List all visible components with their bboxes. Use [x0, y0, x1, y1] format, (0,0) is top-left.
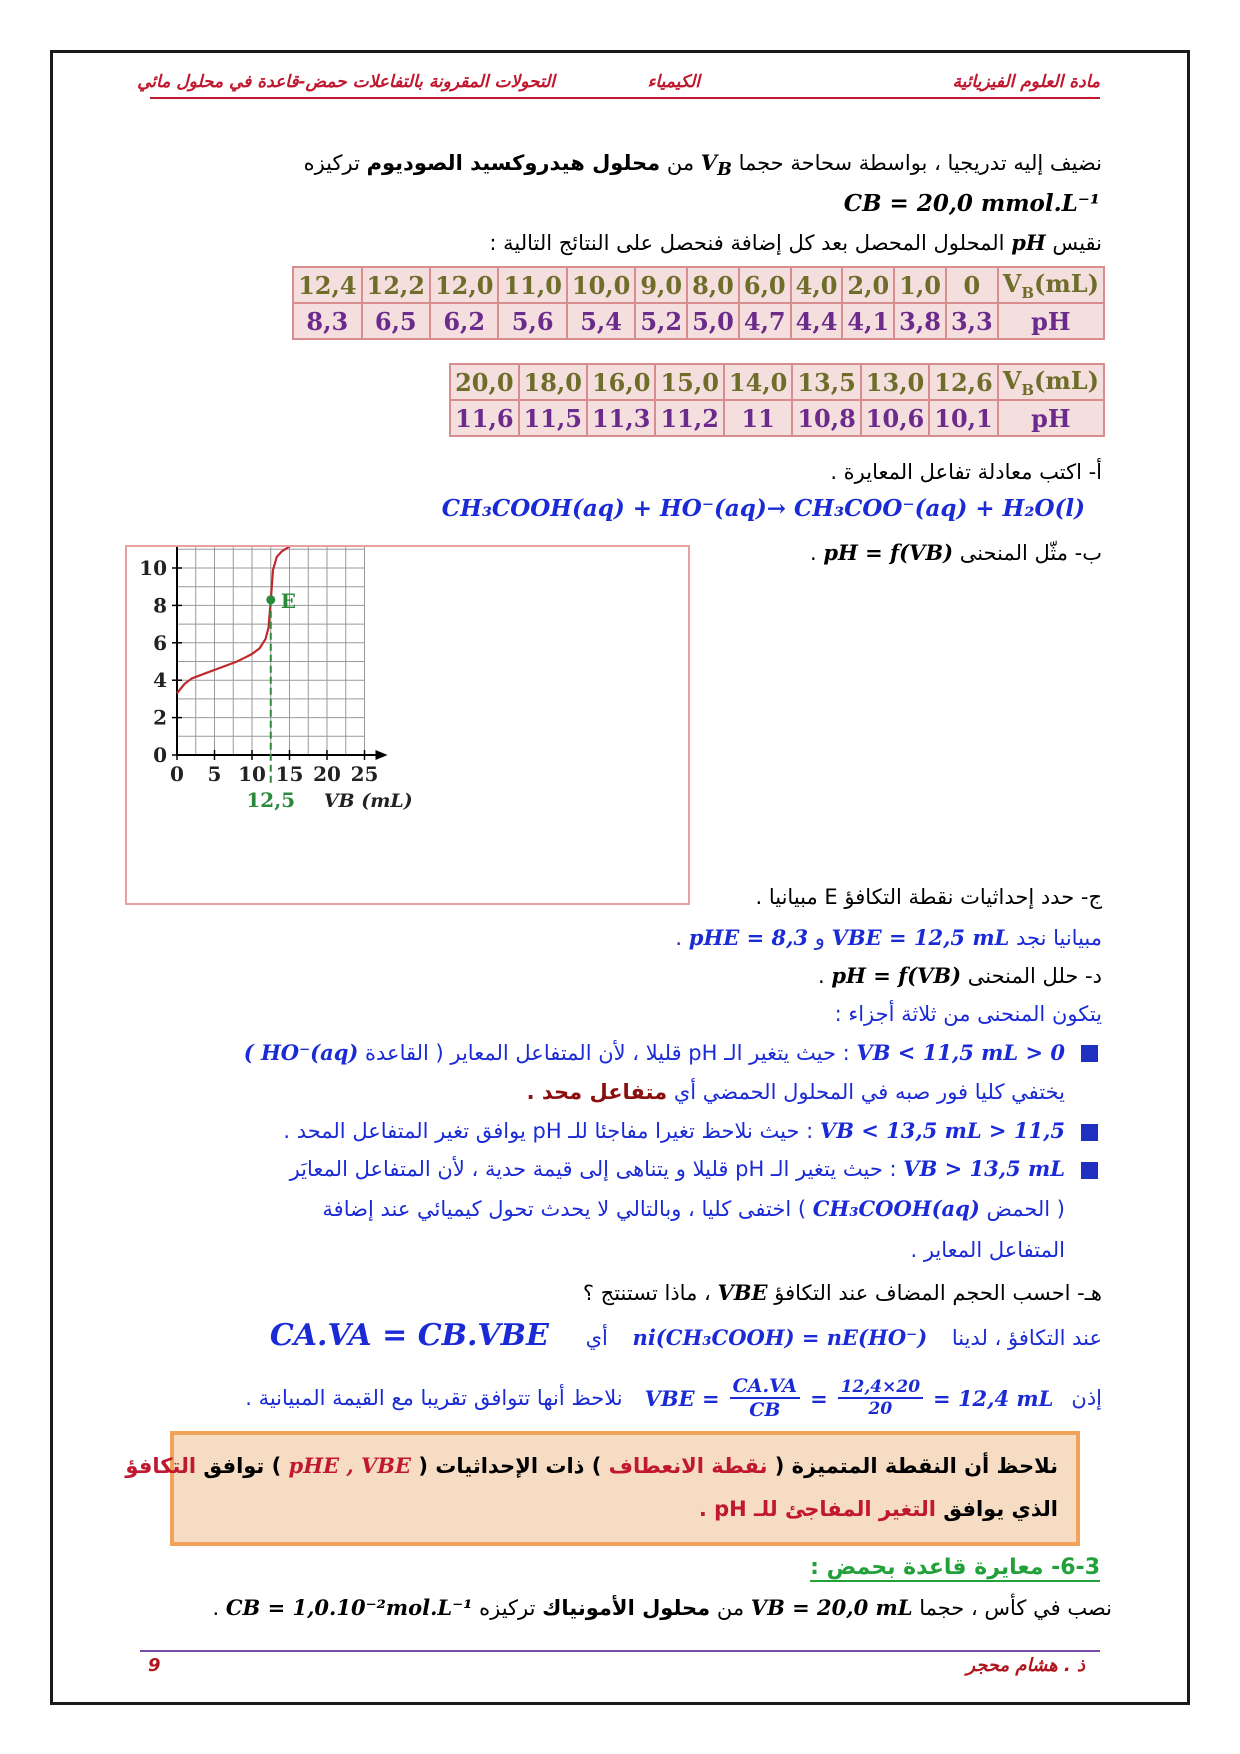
question-b: ب- مثّل المنحنى pH = f(VB) .	[809, 540, 1102, 565]
answer-text: نلاحظ أنها تتوافق تقريبا مع القيمة المبيانية .	[245, 1386, 623, 1410]
table-cell: 9,0	[635, 267, 687, 303]
section-text: نصب في كأس ، حجما	[919, 1596, 1112, 1620]
x-tick-label: 15	[275, 762, 304, 786]
table-cell: 3,3	[946, 303, 998, 339]
answer-phe: pHE = 8,3	[688, 925, 809, 950]
table-cell: 12,6	[929, 364, 997, 400]
fraction-denominator: 20	[868, 1399, 893, 1419]
equivalence-label: E	[280, 588, 296, 613]
footer-author: ذ . هشام محجر	[966, 1655, 1085, 1676]
table-row-ph	[293, 303, 1104, 339]
answer-e-line-2	[245, 1368, 1102, 1428]
intro-text: نقيس	[1052, 231, 1102, 255]
equivalence-coords: pHE , VBE	[288, 1453, 412, 1478]
section-text: تركيزه	[479, 1596, 536, 1620]
part-3-text: : حيث يتغير الـ pH قليلا و يتناهى إلى قيمة حدية ، لأن المتفاعل المعايَر	[289, 1157, 897, 1181]
answer-text: إذن	[1071, 1386, 1102, 1410]
question-math: pH = f(VB)	[831, 963, 962, 988]
part-3-range: VB > 13,5 mL	[903, 1156, 1065, 1181]
table-cell: 11,5	[519, 400, 587, 436]
table-cell: 6,5	[362, 303, 430, 339]
results-table-1	[292, 266, 1105, 340]
y-tick-label: 6	[153, 630, 167, 655]
part-2-range: 11,5 < VB < 13,5 mL	[819, 1118, 1065, 1143]
table-cell: 11,2	[655, 400, 723, 436]
question-d: د- حلل المنحنى pH = f(VB) .	[818, 963, 1102, 988]
x-tick-label: 10	[238, 762, 266, 786]
equivalence-relation: ni(CH₃COOH) = nE(HO⁻)	[632, 1325, 928, 1350]
bullet-icon	[1081, 1124, 1098, 1141]
table-cell: 4,4	[791, 303, 843, 339]
question-var: VBE	[717, 1280, 768, 1305]
table-cell: 18,0	[519, 364, 587, 400]
table-cell: 5,4	[567, 303, 635, 339]
conclusion-text: نلاحظ أن النقطة المتميزة (	[774, 1454, 1058, 1478]
table-cell: 11,3	[587, 400, 655, 436]
intro-line-1	[304, 150, 1102, 180]
table-cell: 4,1	[842, 303, 894, 339]
section-text: من	[716, 1596, 745, 1620]
part-1	[244, 1040, 1065, 1065]
table-cell: 8,3	[293, 303, 361, 339]
table-cell: 12,4	[293, 267, 361, 303]
table-cell: 13,0	[861, 364, 929, 400]
table-cell: 11,0	[498, 267, 566, 303]
table-header-vb: $V_B(mL)$	[998, 364, 1104, 400]
conclusion-box	[125, 1431, 1080, 1546]
section-line: نصب في كأس ، حجما VB = 20,0 mL من محلول الأمونياك تركيزه CB = 1,0.10⁻²mol.L⁻¹ .	[212, 1595, 1112, 1620]
part-2	[283, 1118, 1065, 1143]
answer-text: مبيانيا نجد	[1016, 926, 1102, 950]
equivalence-word: التكافؤ	[125, 1454, 197, 1478]
x-axis-arrow	[376, 750, 388, 760]
footer-divider	[140, 1650, 1100, 1652]
part-1-text: : حيث يتغير الـ pH قليلا ، لأن المتفاعل المعاير ( القاعدة	[365, 1041, 850, 1065]
question-text: د- حلل المنحنى	[967, 964, 1102, 988]
curve-parts-intro: يتكون المنحنى من ثلاثة أجزاء :	[834, 1002, 1102, 1026]
table-cell: 12,2	[362, 267, 430, 303]
table-cell: 11,6	[450, 400, 518, 436]
table-cell: 15,0	[655, 364, 723, 400]
conclusion-line-1	[125, 1453, 1058, 1478]
y-tick-label: 8	[153, 593, 167, 618]
table-cell: 0	[946, 267, 998, 303]
fraction-numerator: CA.VA	[730, 1375, 801, 1399]
section-bold: محلول الأمونياك	[542, 1596, 711, 1620]
answer-text: عند التكافؤ ، لدينا	[951, 1326, 1102, 1350]
intro-concentration: CB = 20,0 mmol.L⁻¹	[843, 190, 1100, 217]
table-cell: 8,0	[687, 267, 739, 303]
sudden-change: التغير المفاجئ	[784, 1497, 936, 1521]
conclusion-text: للـ pH .	[698, 1497, 778, 1521]
table-cell: 10,6	[861, 400, 929, 436]
table-row-vb	[450, 364, 1104, 400]
y-tick-label: 4	[153, 668, 167, 693]
x-tick-label: 5	[207, 762, 222, 786]
part-1-text: يختفي كليا فور صبه في المحلول الحمضي أي	[673, 1080, 1065, 1104]
var-vb: $V_B$	[700, 150, 732, 181]
header-topic: التحولات المقرونة بالتفاعلات حمض-قاعدة في محلول مائي	[137, 72, 555, 92]
header-branch: الكيمياء	[647, 72, 700, 92]
section-volume: VB = 20,0 mL	[750, 1595, 913, 1620]
x-tick-label: 20	[313, 762, 341, 786]
conclusion-text: ) توافق	[203, 1454, 282, 1478]
fraction-numerator: 12,4×20	[838, 1377, 923, 1399]
table-cell: 14,0	[724, 364, 792, 400]
table-cell: 10,1	[929, 400, 997, 436]
table-cell: 2,0	[842, 267, 894, 303]
equivalence-formula: CA.VA = CB.VBE	[269, 1318, 549, 1353]
x-axis-label: VB (mL)	[323, 790, 413, 812]
titration-chart-frame	[125, 545, 690, 905]
part-3-text: ) اختفى كليا ، وبالتالي لا يحدث تحول كيميائي عند إضافة	[322, 1197, 807, 1221]
part-3-line-3: المتفاعل المعاير .	[910, 1238, 1065, 1262]
part-1-line-2	[527, 1080, 1065, 1104]
question-c: ج- حدد إحداثيات نقطة التكافؤ E مبيانيا .	[755, 885, 1102, 909]
fraction-denominator: CB	[749, 1399, 781, 1421]
table-cell: 6,0	[739, 267, 791, 303]
table-cell: 5,2	[635, 303, 687, 339]
titration-chart	[127, 547, 688, 903]
question-a: أ- اكتب معادلة تفاعل المعايرة .	[830, 460, 1102, 484]
conclusion-text: ) ذات الإحداثيات (	[418, 1454, 602, 1478]
header-divider	[150, 97, 1100, 99]
table-cell: 1,0	[894, 267, 946, 303]
part-1-range: 0 < VB < 11,5 mL	[856, 1040, 1065, 1065]
table-cell: 16,0	[587, 364, 655, 400]
titration-equation: CH₃COOH(aq) + HO⁻(aq)→ CH₃COO⁻(aq) + H₂O(l)	[441, 495, 1085, 522]
equivalence-x-label: 12,5	[246, 788, 296, 812]
y-tick-label: 10	[139, 556, 167, 580]
intro-text: نضيف إليه تدريجيا ، بواسطة سحاحة حجما	[738, 151, 1102, 175]
answer-text: أي	[585, 1326, 608, 1350]
vbe-lhs: VBE =	[644, 1385, 720, 1411]
table-cell: 3,8	[894, 303, 946, 339]
table-cell: 4,0	[791, 267, 843, 303]
table-header-vb: $V_B(mL)$	[998, 267, 1104, 303]
fraction-numeric	[838, 1377, 923, 1419]
var-ph: pH	[1011, 230, 1046, 255]
x-tick-label: 0	[170, 762, 184, 786]
table-cell: 4,7	[739, 303, 791, 339]
intro-text: تركيزه	[303, 151, 360, 175]
footer-page: 9	[148, 1655, 161, 1676]
vbe-result: = 12,4 mL	[933, 1385, 1054, 1411]
table-row-ph	[450, 400, 1104, 436]
table-header-ph: pH	[998, 303, 1104, 339]
section-title: 6-3- معايرة قاعدة بحمض :	[810, 1555, 1100, 1580]
intro-text: المحلول المحصل بعد كل إضافة فنحصل على النتائج التالية :	[489, 231, 1005, 255]
limiting-reactant: متفاعل محد .	[526, 1080, 668, 1104]
answer-c: مبيانيا نجد VBE = 12,5 mL و pHE = 8,3 .	[675, 925, 1102, 950]
answer-e-line-1	[270, 1318, 1102, 1353]
table-cell: 10,8	[792, 400, 860, 436]
equivalence-point	[266, 595, 275, 604]
conclusion-line-2	[699, 1497, 1058, 1521]
table-header-ph: pH	[998, 400, 1104, 436]
answer-vbe: VBE = 12,5 mL	[831, 925, 1010, 950]
question-text: هـ- احسب الحجم المضاف عند التكافؤ	[774, 1281, 1102, 1305]
x-tick-label: 25	[350, 762, 379, 786]
part-1-species: HO⁻(aq) )	[243, 1040, 359, 1065]
conclusion-text: الذي يوافق	[943, 1497, 1058, 1521]
y-tick-label: 0	[153, 743, 167, 767]
fraction-symbolic	[730, 1375, 801, 1421]
part-3-line-2	[322, 1196, 1065, 1221]
part-2-text: : حيث نلاحظ تغيرا مفاجئا للـ pH يوافق تغير المتفاعل المحد .	[283, 1119, 814, 1143]
table-cell: 13,5	[792, 364, 860, 400]
table-cell: 11	[724, 400, 792, 436]
bullet-icon	[1081, 1162, 1098, 1179]
header-subject: مادة العلوم الفيزيائية	[952, 72, 1100, 92]
table-cell: 6,2	[430, 303, 498, 339]
equals-sign: =	[810, 1385, 828, 1411]
table-cell: 5,6	[498, 303, 566, 339]
y-tick-label: 2	[153, 705, 167, 730]
question-text: ب- مثّل المنحنى	[959, 541, 1102, 565]
question-math: pH = f(VB)	[823, 540, 954, 565]
part-3-species: CH₃COOH(aq)	[812, 1196, 980, 1221]
table-cell: 5,0	[687, 303, 739, 339]
answer-text: و	[814, 926, 825, 950]
question-e	[583, 1280, 1102, 1305]
intro-bold: محلول هيدروكسيد الصوديوم	[366, 151, 661, 175]
table-cell: 20,0	[450, 364, 518, 400]
part-3	[290, 1156, 1065, 1181]
table-cell: 10,0	[567, 267, 635, 303]
inflection-point: نقطة الانعطاف	[608, 1454, 768, 1478]
section-concentration: CB = 1,0.10⁻²mol.L⁻¹	[225, 1595, 473, 1620]
table-row-vb	[293, 267, 1104, 303]
intro-line-3	[489, 230, 1102, 255]
question-text: ، ماذا تستنتج ؟	[582, 1281, 711, 1305]
table-cell: 12,0	[430, 267, 498, 303]
results-table-2	[449, 363, 1105, 437]
part-3-text: ( الحمض	[986, 1197, 1065, 1221]
intro-text: من	[666, 151, 695, 175]
bullet-icon	[1081, 1045, 1098, 1062]
